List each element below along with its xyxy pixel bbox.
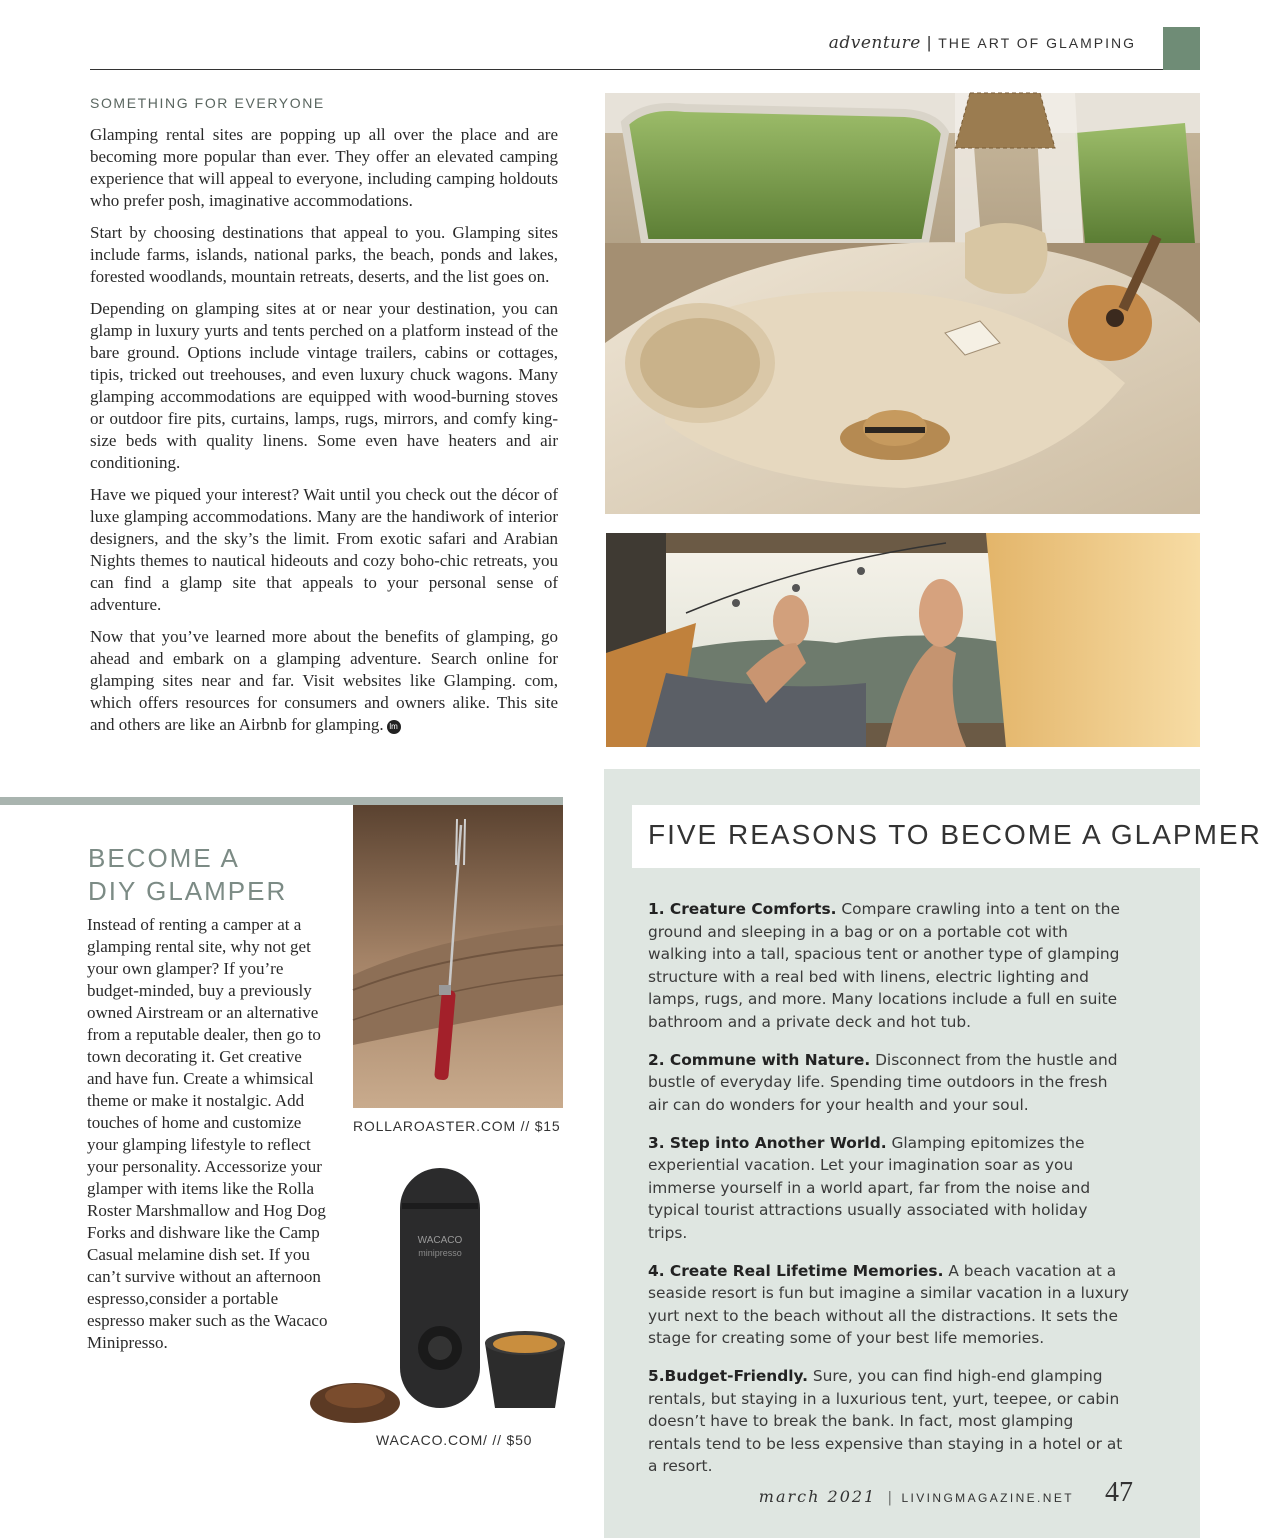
footer-website: LIVINGMAGAZINE.NET [901,1491,1074,1505]
feet-window-photo [606,533,1200,747]
reason-lead: 2. Commune with Nature. [648,1050,871,1069]
page-footer [759,1487,1074,1507]
section-tab [1163,27,1200,70]
reason-text: Disconnect from the hustle and bustle of everyday life. Spending time outdoors in the fresh air can do wonders for your health and your soul. [648,1050,1118,1114]
reason-item [648,898,1130,1033]
sidebar-top-bar [0,797,563,805]
reason-text: Glamping epitomizes the experiential vacation. Let your imagination soar as you immerse yourself in a world apart, far from the noise and typical tourist attractions usually associated with holiday trips. [648,1133,1091,1242]
footer-separator: | [888,1489,892,1506]
end-mark-icon: lm [387,720,401,734]
reason-item [648,1260,1130,1350]
article-last-paragraph [90,626,558,736]
running-header [829,33,1136,53]
roasting-fork-photo [353,805,563,1108]
reason-text: Compare crawling into a tent on the ground and sleeping in a bag or on a portable cot with walking into a tall, spacious tent or another type of glamping structure with a real bed with linens, electric lighting and lamps, rugs, and more. Many locations include a full en suite bathroom and a private deck and hot tub. [648,900,1121,1031]
reason-text: A beach vacation at a seaside resort is fun but imagine a similar vacation in a luxury yurt next to the beach without all the distractions. It sets the stage for creating some of your best life memories. [648,1261,1130,1347]
reason-text: Sure, you can find high-end glamping rentals, but staying in a luxurious tent, yurt, teepee, or cabin doesn’t have to break the bank. In fact, most glamping rentals tend to be less expensive than staying in a hotel or at a resort. [648,1367,1123,1475]
section-name: adventure [828,33,921,53]
reason-item [648,1365,1130,1478]
subhead: SOMETHING FOR EVERYONE [90,95,325,111]
reason-lead: 3. Step into Another World. [648,1133,887,1152]
header-separator: | [926,33,933,52]
article-title: THE ART OF GLAMPING [938,35,1136,51]
reason-item [648,1049,1130,1117]
product-caption-roaster: ROLLAROASTER.COM // $15 [353,1118,561,1134]
article-paragraph: Have we piqued your interest? Wait until you check out the décor of luxe glamping accommodations. Many are the handiwork of interior designers, and the sky’s the limit. From exotic safari and Arabian Nights themes to nautical hideouts and cozy boho-chic retreats, you can find a glamp site that appeals to your personal sense of adventure. [90,485,558,614]
header-rule [90,69,1200,70]
diy-body: Instead of renting a camper at a glamping rental site, why not get your own glamper? If you’re budget-minded, buy a previously owned Airstream or an alternative from a reputable dealer, then go to town decorating it. Get creative and have fun. Create a whimsical theme or make it nostalgic. Add touches of home and customize your glamping lifestyle to reflect your personality. Accessorize your glamper with items like the Rolla Roster Marshmallow and Hog Dog Forks and dishware like the Camp Casual melamine dish set. If you can’t survive without an afternoon espresso,consider a portable espresso maker such as the Wacaco Minipresso. [87,915,328,1352]
article-paragraph: Now that you’ve learned more about the benefits of glamping, go ahead and embark on a glamping adventure. Search online for glamping sites near and far. Visit websites like Glamping. com, which offers resources for consumers and owners alike. This site and others are like an Airbnb for glamping. [90,627,558,734]
reason-lead: 5.Budget-Friendly. [648,1367,809,1385]
diy-heading [88,842,287,908]
page-number: 47 [1105,1477,1133,1508]
diy-heading-line1: BECOME A [88,843,240,873]
espresso-model-label: minipresso [418,1248,462,1258]
reasons-list [648,898,1130,1493]
espresso-brand-label: WACACO [417,1235,463,1246]
reason-lead: 1. Creature Comforts. [648,900,837,918]
reason-lead: 4. Create Real Lifetime Memories. [648,1261,944,1280]
article-paragraph: Glamping rental sites are popping up all over the place and are becoming more popular than ever. They offer an elevated camping experience that will appeal to everyone, including camping holdouts who prefer posh, imaginative accommodations. [90,125,558,210]
article-paragraph: Depending on glamping sites at or near your destination, you can glamp in luxury yurts and tents perched on a platform instead of the bare ground. Options include vintage trailers, cabins or cottages, tipis, tricked out treehouses, and even luxury chuck wagons. Many glamping accommodations are equipped with wood-burning stoves or outdoor fire pits, curtains, lamps, rugs, mirrors, and comfy king-size beds with quality linens. Some even have heaters and air conditioning. [90,299,558,472]
article-body [90,124,558,746]
issue-date: march 2021 [758,1487,877,1506]
camper-bed-photo [605,93,1200,514]
diy-heading-line2: DIY GLAMPER [88,876,288,906]
five-reasons-title: FIVE REASONS TO BECOME A GLAPMER [648,819,1262,850]
espresso-maker-photo [310,1158,563,1430]
product-caption-espresso: WACACO.COM/ // $50 [376,1432,533,1448]
article-paragraph: Start by choosing destinations that appeal to you. Glamping sites include farms, islands, national parks, the beach, ponds and lakes, forested woodlands, mountain retreats, deserts, and the list goes on. [90,223,558,286]
reason-item [648,1132,1130,1245]
